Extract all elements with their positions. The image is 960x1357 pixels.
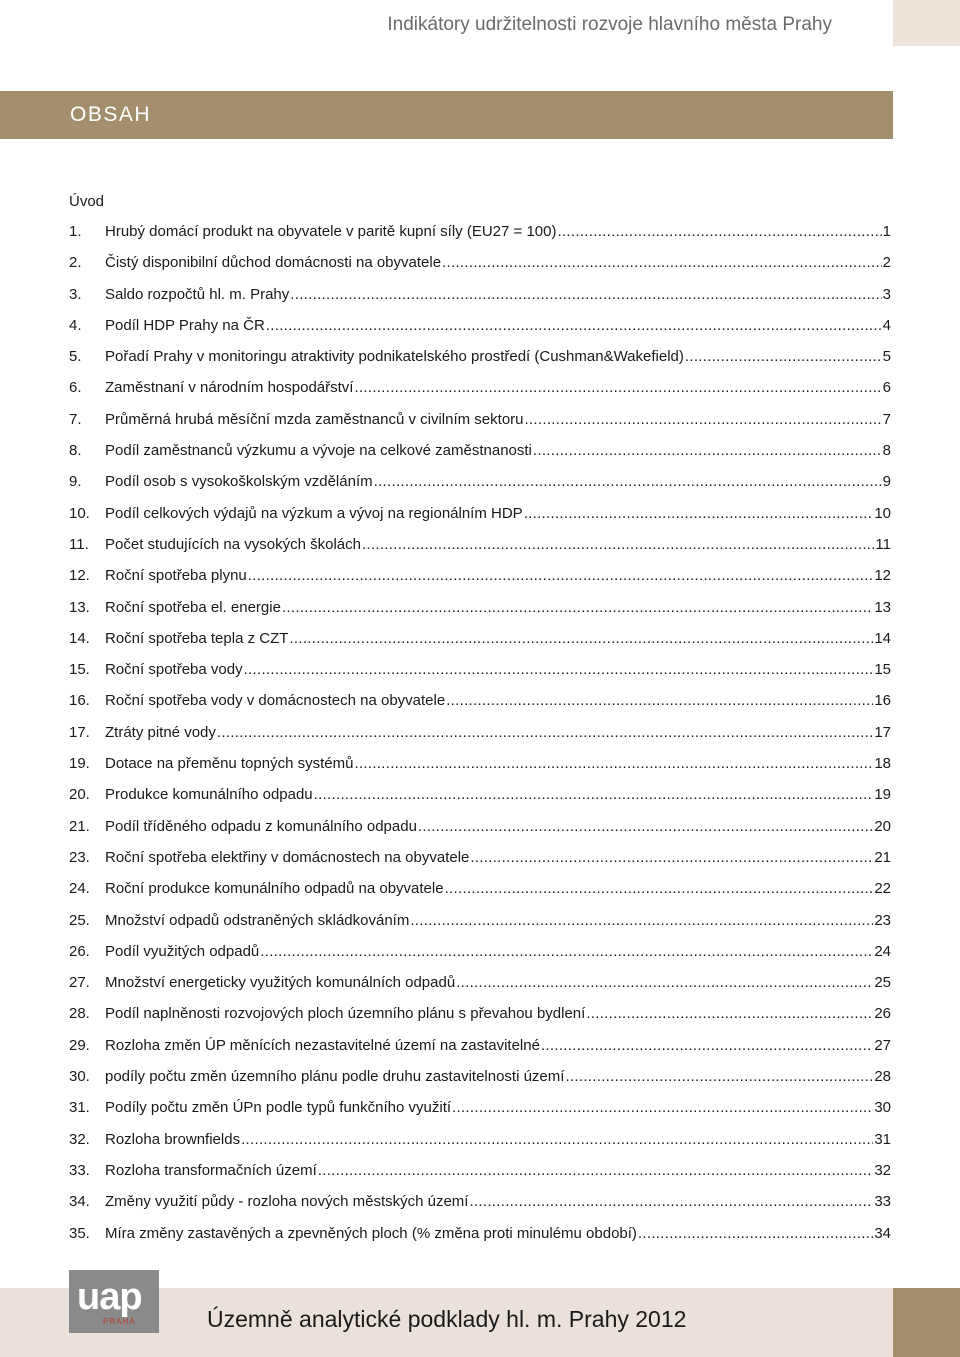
logo-text: uap <box>77 1276 142 1318</box>
footer-title: Územně analytické podklady hl. m. Prahy 2012 <box>207 1306 687 1332</box>
toc-dot-leader <box>525 411 882 428</box>
toc-entry-title: Pořadí Prahy v monitoringu atraktivity podnikatelského prostředí (Cushman&Wakefield) <box>105 348 684 366</box>
toc-entry-title: Podíl tříděného odpadu z komunálního odpadu <box>105 817 417 835</box>
toc-entry[interactable] <box>69 630 891 661</box>
toc-entry-number: 26. <box>69 942 90 960</box>
toc-entry-title: Produkce komunálního odpadu <box>105 786 313 804</box>
toc-entry-title: Zaměstnaní v národním hospodářství <box>105 379 354 397</box>
toc-entry[interactable] <box>69 880 891 911</box>
toc-entry-number: 34. <box>69 1193 90 1211</box>
toc-entry-page: 17 <box>874 723 891 741</box>
toc-entry-title: Podíl osob s vysokoškolským vzděláním <box>105 473 373 491</box>
toc-entry-page: 7 <box>882 410 891 428</box>
toc-dot-leader <box>418 818 873 835</box>
toc-entry-number: 21. <box>69 817 90 835</box>
toc-entry-title: Dotace na přeměnu topných systémů <box>105 755 354 773</box>
toc-entry-title: Hrubý domácí produkt na obyvatele v paritě kupní síly (EU27 = 100) <box>105 223 557 240</box>
toc-entry-number: 15. <box>69 661 90 679</box>
toc-entry-title: Podíl naplněnosti rozvojových ploch územního plánu s převahou bydlení <box>105 1005 586 1023</box>
toc-entry-number: 27. <box>69 974 90 992</box>
toc-entry[interactable] <box>69 849 891 880</box>
toc-dot-leader <box>241 1131 873 1148</box>
toc-entry-title: Čistý disponibilní důchod domácnosti na obyvatele <box>105 254 442 272</box>
toc-intro-entry[interactable]: Úvod <box>69 193 105 210</box>
toc-entry-title: Rozloha transformačních území <box>105 1161 317 1179</box>
toc-entry-page: 19 <box>874 786 891 804</box>
toc-entry-number: 30. <box>69 1068 90 1086</box>
toc-dot-leader <box>314 786 874 803</box>
toc-entry[interactable] <box>69 1037 891 1068</box>
toc-dot-leader <box>244 661 874 678</box>
toc-entry-page: 6 <box>882 379 891 397</box>
toc-entry-number: 23. <box>69 848 90 866</box>
toc-entry-page: 20 <box>874 817 891 835</box>
toc-entry-title: Roční spotřeba el. energie <box>105 598 281 616</box>
toc-entry-page: 24 <box>874 942 891 960</box>
toc-entry-page: 3 <box>882 285 891 303</box>
toc-entry-page: 25 <box>874 974 891 992</box>
toc-entry-page: 5 <box>882 348 891 366</box>
toc-entry-page: 14 <box>874 629 891 647</box>
toc-dot-leader <box>452 1099 873 1116</box>
toc-entry-number: 8. <box>69 442 82 460</box>
toc-entry-title: Podíl HDP Prahy na ČR <box>105 316 265 334</box>
toc-entry-page: 2 <box>882 254 891 272</box>
toc-dot-leader <box>524 505 874 522</box>
toc-entry-number: 1. <box>69 223 82 240</box>
toc-entry[interactable] <box>69 1068 891 1099</box>
toc-dot-leader <box>445 880 874 897</box>
toc-dot-leader <box>289 630 873 647</box>
toc-entry-title: Podíly počtu změn ÚPn podle typů funkčního využití <box>105 1099 452 1117</box>
toc-entry-number: 25. <box>69 911 90 929</box>
toc-entry[interactable] <box>69 442 891 473</box>
toc-entry-title: Saldo rozpočtů hl. m. Prahy <box>105 285 290 303</box>
toc-entry-title: Ztráty pitné vody <box>105 723 216 741</box>
toc-entry[interactable] <box>69 411 891 442</box>
toc-entry[interactable] <box>69 286 891 317</box>
toc-dot-leader <box>442 254 882 271</box>
toc-entry-page: 26 <box>874 1005 891 1023</box>
toc-entry-page: 31 <box>874 1130 891 1148</box>
toc-entry-number: 13. <box>69 598 90 616</box>
toc-entry-number: 9. <box>69 473 82 491</box>
toc-entry[interactable] <box>69 1005 891 1036</box>
toc-entry[interactable] <box>69 536 891 567</box>
toc-entry-number: 32. <box>69 1130 90 1148</box>
toc-entry-number: 2. <box>69 254 82 272</box>
toc-entry-number: 31. <box>69 1099 90 1117</box>
toc-entry-title: Podíl zaměstnanců výzkumu a vývoje na celkové zaměstnanosti <box>105 442 532 460</box>
toc-dot-leader <box>469 1193 873 1210</box>
toc-entry[interactable] <box>69 567 891 598</box>
toc-entry-number: 3. <box>69 285 82 303</box>
section-banner <box>0 91 893 139</box>
toc-entry-page: 10 <box>874 504 891 522</box>
toc-entry-page: 23 <box>874 911 891 929</box>
toc-dot-leader <box>354 755 873 772</box>
toc-entry-page: 1 <box>882 223 891 240</box>
toc-dot-leader <box>362 536 874 553</box>
toc-dot-leader <box>217 724 873 741</box>
toc-dot-leader <box>290 286 881 303</box>
toc-dot-leader <box>586 1005 873 1022</box>
toc-entry-page: 33 <box>874 1193 891 1211</box>
toc-entry[interactable] <box>69 223 891 254</box>
toc-entry-title: Změny využití půdy - rozloha nových městských území <box>105 1193 469 1211</box>
toc-entry-page: 13 <box>874 598 891 616</box>
logo-subtext: PRAHA <box>103 1317 136 1326</box>
toc-entry-page: 4 <box>882 316 891 334</box>
toc-dot-leader <box>282 599 873 616</box>
toc-entry-page: 32 <box>874 1161 891 1179</box>
toc-dot-leader <box>446 692 873 709</box>
toc-entry-page: 34 <box>874 1224 891 1242</box>
toc-entry-number: 35. <box>69 1224 90 1242</box>
toc-dot-leader <box>374 473 882 490</box>
table-of-contents <box>69 223 891 1256</box>
toc-entry-page: 30 <box>874 1099 891 1117</box>
toc-entry[interactable] <box>69 254 891 285</box>
toc-entry-title: Průměrná hrubá měsíční mzda zaměstnanců v civilním sektoru <box>105 410 524 428</box>
toc-entry-number: 19. <box>69 755 90 773</box>
toc-entry-title: Roční spotřeba tepla z CZT <box>105 629 289 647</box>
toc-entry-page: 15 <box>874 661 891 679</box>
toc-entry-page: 21 <box>874 848 891 866</box>
toc-entry-title: Roční spotřeba vody <box>105 661 243 679</box>
toc-entry[interactable] <box>69 786 891 817</box>
toc-entry-page: 28 <box>874 1068 891 1086</box>
toc-entry-number: 5. <box>69 348 82 366</box>
toc-entry[interactable] <box>69 1099 891 1130</box>
toc-dot-leader <box>565 1068 873 1085</box>
toc-entry-title: Množství energeticky využitých komunálních odpadů <box>105 974 456 992</box>
toc-entry-page: 16 <box>874 692 891 710</box>
toc-entry-page: 12 <box>874 567 891 585</box>
toc-entry[interactable] <box>69 943 891 974</box>
footer-accent <box>893 1288 960 1357</box>
toc-entry-title: Míra změny zastavěných a zpevněných ploch (% změna proti minulému období) <box>105 1224 637 1242</box>
toc-entry-number: 28. <box>69 1005 90 1023</box>
toc-entry-title: Počet studujících na vysokých školách <box>105 535 361 553</box>
toc-dot-leader <box>533 442 882 459</box>
toc-entry[interactable] <box>69 348 891 379</box>
uap-logo <box>69 1270 159 1333</box>
toc-entry-title: Roční spotřeba elektřiny v domácnostech na obyvatele <box>105 848 470 866</box>
toc-entry-title: Rozloha brownfields <box>105 1130 241 1148</box>
toc-entry-number: 4. <box>69 316 82 334</box>
toc-entry-number: 11. <box>69 535 89 553</box>
running-header: Indikátory udržitelnosti rozvoje hlavního města Prahy <box>387 14 832 35</box>
toc-entry-page: 8 <box>882 442 891 460</box>
toc-entry[interactable] <box>69 724 891 755</box>
toc-dot-leader <box>260 943 873 960</box>
toc-entry-number: 33. <box>69 1161 90 1179</box>
toc-entry-page: 9 <box>882 473 891 491</box>
toc-entry-title: Rozloha změn ÚP měnících nezastavitelné území na zastavitelné <box>105 1036 540 1054</box>
toc-entry[interactable] <box>69 755 891 786</box>
toc-entry[interactable] <box>69 974 891 1005</box>
toc-entry-number: 7. <box>69 410 82 428</box>
toc-entry[interactable] <box>69 1225 891 1256</box>
toc-entry[interactable] <box>69 692 891 723</box>
toc-entry[interactable] <box>69 1131 891 1162</box>
toc-entry[interactable] <box>69 317 891 348</box>
toc-entry[interactable] <box>69 1193 891 1224</box>
toc-entry-title: Roční produkce komunálního odpadů na obyvatele <box>105 880 444 898</box>
toc-entry-title: Roční spotřeba plynu <box>105 567 247 585</box>
toc-entry[interactable] <box>69 661 891 692</box>
toc-dot-leader <box>248 567 874 584</box>
toc-dot-leader <box>318 1162 874 1179</box>
section-title: OBSAH <box>70 103 152 126</box>
toc-entry-title: Množství odpadů odstraněných skládkováním <box>105 911 410 929</box>
toc-dot-leader <box>354 379 881 396</box>
toc-entry-number: 6. <box>69 379 82 397</box>
corner-decoration <box>893 0 960 46</box>
toc-dot-leader <box>410 912 873 929</box>
toc-entry-number: 14. <box>69 629 90 647</box>
toc-entry[interactable] <box>69 473 891 504</box>
toc-entry-number: 20. <box>69 786 90 804</box>
toc-dot-leader <box>470 849 873 866</box>
toc-entry-page: 22 <box>874 880 891 898</box>
toc-entry-page: 18 <box>874 755 891 773</box>
toc-entry[interactable] <box>69 599 891 630</box>
toc-dot-leader <box>638 1225 873 1242</box>
toc-entry-number: 17. <box>69 723 90 741</box>
toc-entry-number: 24. <box>69 880 90 898</box>
toc-entry[interactable] <box>69 1162 891 1193</box>
toc-entry-title: podíly počtu změn územního plánu podle druhu zastavitelnosti území <box>105 1068 565 1086</box>
toc-entry-title: Podíl využitých odpadů <box>105 942 260 960</box>
toc-dot-leader <box>558 223 882 240</box>
toc-entry[interactable] <box>69 912 891 943</box>
toc-entry[interactable] <box>69 505 891 536</box>
toc-dot-leader <box>541 1037 873 1054</box>
toc-dot-leader <box>685 348 882 365</box>
toc-entry-number: 10. <box>69 504 90 522</box>
toc-entry-number: 12. <box>69 567 90 585</box>
toc-entry-page: 11 <box>875 535 891 553</box>
toc-dot-leader <box>266 317 882 334</box>
toc-entry-title: Roční spotřeba vody v domácnostech na obyvatele <box>105 692 446 710</box>
toc-entry[interactable] <box>69 818 891 849</box>
toc-entry[interactable] <box>69 379 891 410</box>
toc-entry-title: Podíl celkových výdajů na výzkum a vývoj na regionálním HDP <box>105 504 523 522</box>
toc-entry-number: 29. <box>69 1036 90 1054</box>
toc-dot-leader <box>456 974 873 991</box>
toc-entry-page: 27 <box>874 1036 891 1054</box>
toc-entry-number: 16. <box>69 692 90 710</box>
